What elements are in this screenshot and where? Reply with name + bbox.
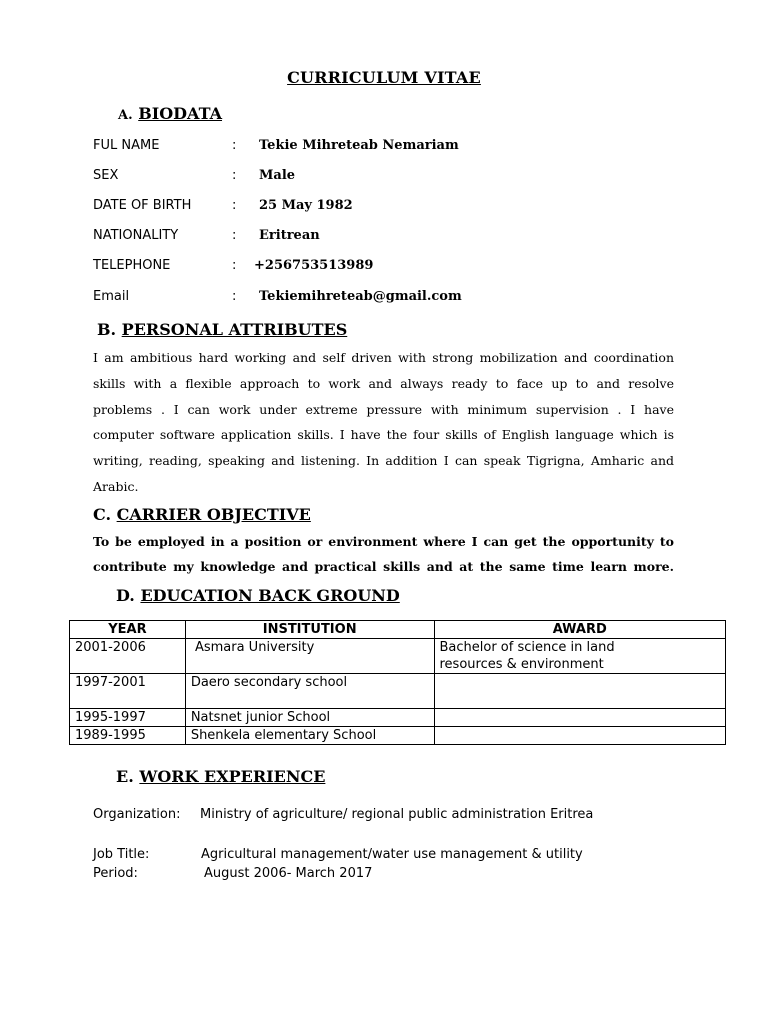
period-value: August 2006- March 2017	[204, 866, 373, 881]
biodata-value-dob: 25 May 1982	[259, 198, 353, 213]
paragraph-line: computer software application skills. I have the four skills of English language which is	[93, 427, 674, 443]
paragraph-line: problems . I can work under extreme pressure with minimum supervision . I have	[93, 401, 674, 417]
personal-attributes-paragraph	[93, 345, 674, 500]
award-line: Bachelor of science in land	[439, 640, 615, 655]
biodata-label-nationality: NATIONALITY	[93, 228, 179, 243]
column-header-year: YEAR	[70, 621, 186, 639]
cell-award	[434, 639, 726, 674]
cell-award	[434, 727, 726, 745]
biodata-colon: :	[232, 289, 237, 304]
cell-award	[434, 674, 726, 709]
organization-value: Ministry of agriculture/ regional public administration Eritrea	[200, 807, 594, 822]
cell-year: 1997-2001	[70, 674, 186, 709]
section-e-title: WORK EXPERIENCE	[139, 767, 326, 786]
paragraph-line: I am ambitious hard working and self driven with strong mobilization and coordination	[93, 350, 674, 365]
table-header-row	[70, 621, 726, 639]
section-a-title: BIODATA	[138, 104, 223, 123]
table-row	[70, 727, 726, 745]
organization-label: Organization:	[93, 807, 181, 822]
section-b-letter: B.	[97, 320, 117, 339]
biodata-value-name: Tekie Mihreteab Nemariam	[259, 138, 459, 153]
biodata-value-telephone: +256753513989	[254, 258, 374, 273]
cell-institution: Natsnet junior School	[185, 709, 434, 727]
section-a-heading	[118, 104, 222, 123]
biodata-value-nationality: Eritrean	[259, 228, 320, 243]
biodata-label-sex: SEX	[93, 168, 119, 183]
section-e-letter: E.	[116, 767, 134, 786]
section-b-heading	[97, 320, 347, 339]
cell-award	[434, 709, 726, 727]
table-row	[70, 674, 726, 709]
biodata-label-email: Email	[93, 289, 130, 304]
paragraph-line: Arabic.	[93, 478, 139, 494]
section-d-title: EDUCATION BACK GROUND	[140, 586, 400, 605]
biodata-value-sex: Male	[259, 168, 296, 183]
section-d-heading	[116, 586, 400, 605]
biodata-colon: :	[232, 138, 237, 153]
document-title: CURRICULUM VITAE	[287, 68, 481, 87]
cell-year: 2001-2006	[70, 639, 186, 674]
objective-line: contribute my knowledge and practical skills and at the same time learn more.	[93, 559, 674, 574]
biodata-label-dob: DATE OF BIRTH	[93, 198, 192, 213]
cell-institution: Asmara University	[185, 639, 434, 674]
objective-paragraph	[93, 529, 674, 579]
cell-year: 1989-1995	[70, 727, 186, 745]
biodata-colon: :	[232, 228, 237, 243]
cell-institution: Shenkela elementary School	[185, 727, 434, 745]
award-line: resources & environment	[439, 657, 604, 672]
table-row	[70, 709, 726, 727]
section-e-heading	[116, 767, 325, 786]
column-header-award: AWARD	[434, 621, 726, 639]
section-b-title: PERSONAL ATTRIBUTES	[121, 320, 348, 339]
biodata-label-name: FUL NAME	[93, 138, 160, 153]
cell-year: 1995-1997	[70, 709, 186, 727]
education-table	[69, 620, 726, 745]
biodata-value-email: Tekiemihreteab@gmail.com	[259, 289, 462, 304]
section-c-title: CARRIER OBJECTIVE	[116, 505, 311, 524]
job-title-value: Agricultural management/water use management & utility	[201, 847, 583, 862]
section-c-letter: C.	[93, 505, 112, 524]
biodata-colon: :	[232, 198, 237, 213]
table-row	[70, 639, 726, 674]
section-a-letter: A.	[118, 108, 133, 123]
cell-institution: Daero secondary school	[185, 674, 434, 709]
biodata-label-telephone: TELEPHONE	[93, 258, 171, 273]
section-d-letter: D.	[116, 586, 135, 605]
period-label: Period:	[93, 866, 138, 881]
objective-line: To be employed in a position or environment where I can get the opportunity to	[93, 534, 674, 549]
paragraph-line: skills with a flexible approach to work and always ready to face up to and resolve	[93, 375, 674, 391]
section-c-heading	[93, 505, 311, 524]
job-title-label: Job Title:	[93, 847, 150, 862]
biodata-colon: :	[232, 258, 237, 273]
biodata-colon: :	[232, 168, 237, 183]
column-header-institution: INSTITUTION	[185, 621, 434, 639]
paragraph-line: writing, reading, speaking and listening. In addition I can speak Tigrigna, Amharic and	[93, 453, 674, 469]
